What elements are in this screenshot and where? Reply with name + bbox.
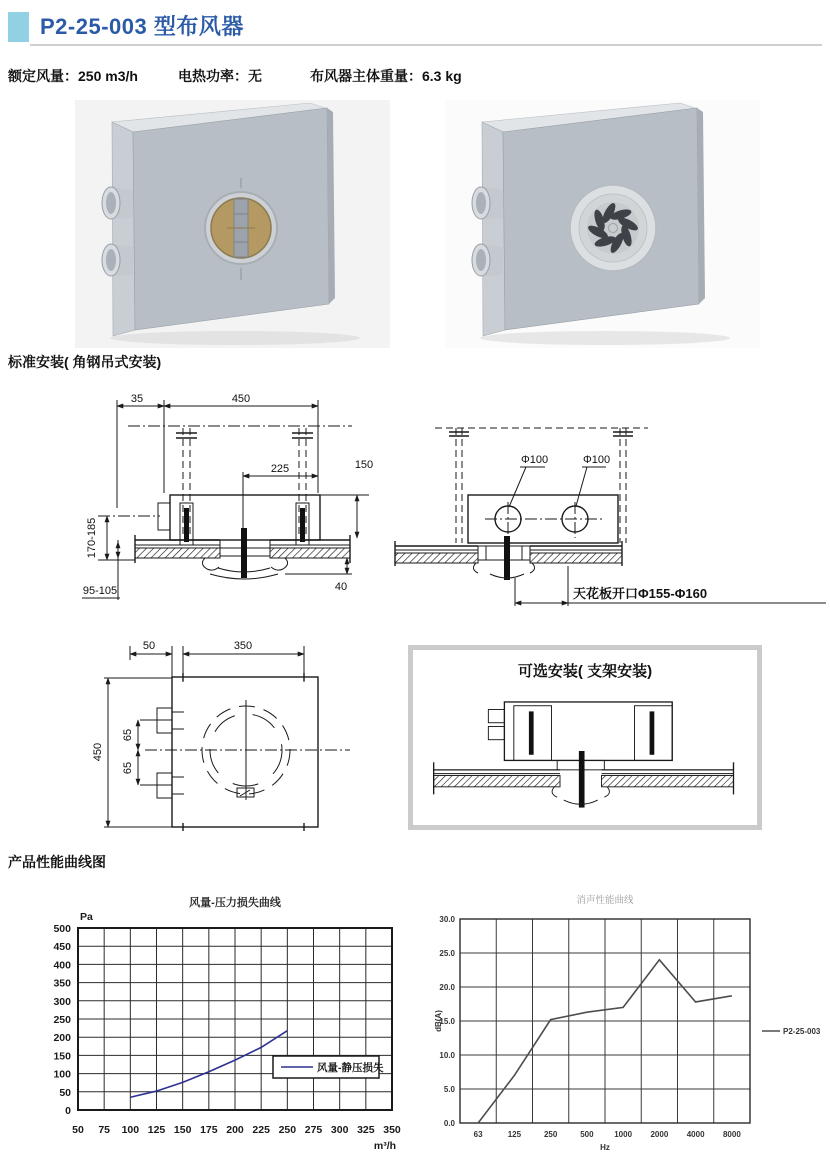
y-tick-label: 15.0 bbox=[439, 1017, 455, 1026]
unit-body bbox=[468, 495, 618, 543]
drawing-hung-side-section bbox=[390, 398, 830, 620]
performance-heading: 产品性能曲线图 bbox=[8, 854, 106, 870]
x-tick-label: 350 bbox=[383, 1124, 401, 1136]
spec-weight bbox=[310, 66, 462, 86]
x-tick-label: 125 bbox=[507, 1130, 522, 1139]
x-tick-label: 75 bbox=[98, 1124, 111, 1136]
pressure-loss-chart bbox=[45, 893, 415, 1153]
dim-65-group bbox=[138, 720, 172, 785]
duct-connector-top bbox=[472, 187, 503, 219]
y-axis-label: dB(A) bbox=[434, 1010, 443, 1032]
dim-225-label: 225 bbox=[270, 463, 290, 475]
dim-350-label: 350 bbox=[233, 640, 253, 652]
x-tick-label: 4000 bbox=[686, 1130, 705, 1139]
x-tick-label: 50 bbox=[72, 1124, 84, 1136]
x-axis-unit: m³/h bbox=[373, 1140, 397, 1152]
spec-heating-power bbox=[178, 66, 262, 86]
dim-35-label: 35 bbox=[130, 393, 144, 405]
optional-install-heading: 可选安装( 支架安装) bbox=[517, 663, 653, 680]
spec-value: 6.3 kg bbox=[422, 68, 462, 84]
chart-title: 消声性能曲线 bbox=[576, 895, 634, 906]
page-title: P2-25-003 型布风器 bbox=[40, 14, 244, 39]
y-tick-label: 10.0 bbox=[439, 1051, 455, 1060]
dim-phi100-a-label: Φ100 bbox=[521, 454, 549, 466]
dim-50-label: 50 bbox=[142, 640, 156, 652]
hanger-rods bbox=[435, 428, 648, 543]
y-tick-label: 25.0 bbox=[439, 949, 455, 958]
x-tick-label: 225 bbox=[252, 1124, 270, 1136]
x-tick-label: 250 bbox=[543, 1130, 558, 1139]
pinwheel-diffuser bbox=[570, 185, 656, 271]
y-tick-label: 20.0 bbox=[439, 983, 455, 992]
diffuser-circle bbox=[145, 700, 350, 800]
y-tick-label: 300 bbox=[53, 995, 71, 1008]
drawing-hung-front-section bbox=[80, 388, 385, 623]
y-axis-unit: Pa bbox=[80, 911, 93, 923]
x-tick-label: 150 bbox=[173, 1124, 192, 1136]
y-tick-label: 0.0 bbox=[443, 1119, 455, 1128]
chart-title: 风量-压力损失曲线 bbox=[189, 897, 281, 909]
x-tick-label: 300 bbox=[330, 1124, 349, 1136]
x-tick-label: 63 bbox=[473, 1130, 483, 1139]
drawing-bracket-install bbox=[415, 685, 755, 817]
x-tick-label: 8000 bbox=[722, 1130, 741, 1139]
x-axis-label: Hz bbox=[600, 1143, 610, 1152]
y-tick-label: 500 bbox=[53, 923, 71, 935]
x-tick-label: 2000 bbox=[650, 1130, 669, 1139]
x-tick-label: 1000 bbox=[614, 1130, 633, 1139]
dim-65-a-label: 65 bbox=[122, 728, 134, 742]
y-tick-label: 400 bbox=[53, 959, 71, 972]
x-tick-label: 125 bbox=[147, 1124, 166, 1136]
x-tick-label: 500 bbox=[580, 1130, 594, 1139]
noise-performance-chart bbox=[432, 892, 830, 1160]
dim-phi100-b-label: Φ100 bbox=[583, 454, 611, 466]
legend-label: P2-25-003 bbox=[783, 1027, 821, 1036]
spec-label: 电热功率： bbox=[178, 68, 248, 84]
diffuser-section bbox=[552, 751, 609, 808]
dim-150-group bbox=[320, 495, 369, 538]
dim-225-group bbox=[243, 472, 318, 536]
x-tick-label: 175 bbox=[200, 1124, 218, 1136]
spec-rated-airflow bbox=[8, 66, 138, 86]
y-tick-label: 450 bbox=[53, 941, 71, 954]
dim-450-label: 450 bbox=[231, 393, 251, 405]
product-photo-pinwheel-diffuser bbox=[445, 100, 760, 348]
chart-legend bbox=[273, 1056, 384, 1078]
drawing-top-view bbox=[60, 632, 390, 840]
dim-150-label: 150 bbox=[354, 459, 374, 471]
header-divider bbox=[30, 44, 822, 46]
x-tick-label: 250 bbox=[278, 1124, 297, 1136]
x-tick-label: 275 bbox=[304, 1124, 323, 1136]
y-tick-label: 350 bbox=[53, 977, 71, 990]
ceiling-opening-label: 天花板开口Φ155-Φ160 bbox=[573, 586, 708, 601]
spec-value: 无 bbox=[248, 68, 262, 84]
spec-label: 额定风量： bbox=[8, 68, 78, 84]
optional-install-panel bbox=[408, 645, 762, 830]
duct-connector-bottom bbox=[472, 244, 503, 276]
unit-outline bbox=[157, 673, 318, 831]
spec-label: 布风器主体重量： bbox=[310, 68, 422, 84]
duct-connector-top bbox=[102, 187, 133, 219]
x-tick-label: 100 bbox=[121, 1124, 140, 1136]
dim-170-185-label: 170-185 bbox=[86, 517, 98, 559]
dim-40-group bbox=[285, 558, 352, 574]
duct-connector-bottom bbox=[102, 244, 133, 276]
spec-value: 250 m3/h bbox=[78, 68, 138, 84]
y-tick-label: 50 bbox=[59, 1086, 71, 1099]
y-tick-label: 100 bbox=[53, 1068, 71, 1081]
x-tick-label: 200 bbox=[226, 1124, 244, 1136]
standard-install-heading: 标准安装( 角钢吊式安装) bbox=[8, 354, 162, 370]
y-tick-label: 5.0 bbox=[443, 1085, 455, 1094]
unit-body bbox=[158, 495, 320, 545]
y-tick-label: 200 bbox=[53, 1032, 71, 1045]
dimension-lines bbox=[117, 400, 318, 508]
y-tick-label: 250 bbox=[53, 1014, 71, 1026]
dim-65-b-label: 65 bbox=[122, 761, 134, 775]
legend-label: 风量-静压损失 bbox=[317, 1062, 384, 1074]
phi-leaders bbox=[509, 467, 606, 507]
dim-40-label: 40 bbox=[334, 581, 348, 593]
header-accent-square bbox=[8, 12, 29, 42]
y-tick-label: 150 bbox=[53, 1050, 71, 1063]
x-tick-label: 325 bbox=[357, 1124, 375, 1136]
product-photo-damper-opening bbox=[75, 100, 390, 348]
dim-95-105-label: 95-105 bbox=[82, 585, 118, 597]
y-tick-label: 0 bbox=[65, 1105, 71, 1117]
dim-450-label: 450 bbox=[92, 742, 104, 762]
y-tick-label: 30.0 bbox=[439, 915, 455, 924]
chart-legend bbox=[762, 1027, 821, 1036]
